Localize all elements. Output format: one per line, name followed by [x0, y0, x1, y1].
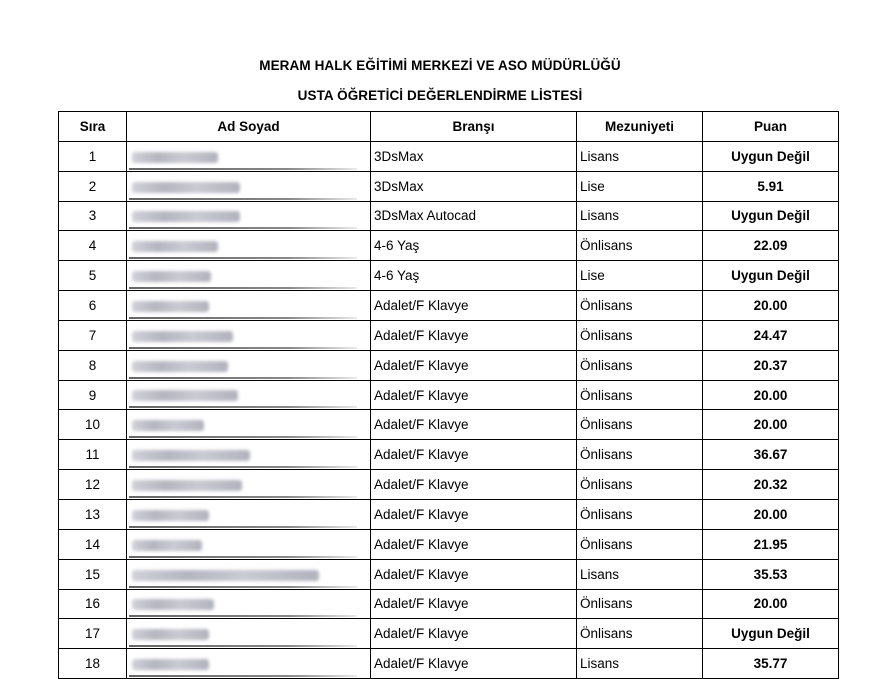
cell-ad-soyad-redacted — [127, 141, 371, 171]
cell-puan: 24.47 — [703, 320, 839, 350]
cell-bransi: Adalet/F Klavye — [371, 291, 577, 321]
cell-mezuniyeti: Önlisans — [577, 529, 703, 559]
table-row — [59, 649, 839, 679]
redaction-underline — [129, 615, 357, 617]
redaction-underline — [129, 675, 357, 677]
cell-mezuniyeti: Lisans — [577, 559, 703, 589]
cell-mezuniyeti: Lise — [577, 171, 703, 201]
cell-ad-soyad-redacted — [127, 589, 371, 619]
table-row — [59, 231, 839, 261]
cell-ad-soyad-redacted — [127, 410, 371, 440]
cell-sira: 8 — [59, 350, 127, 380]
cell-bransi: 3DsMax — [371, 141, 577, 171]
cell-bransi: Adalet/F Klavye — [371, 380, 577, 410]
cell-puan: 20.00 — [703, 499, 839, 529]
redacted-name — [132, 331, 233, 342]
cell-mezuniyeti: Önlisans — [577, 291, 703, 321]
redacted-name — [132, 182, 240, 193]
cell-mezuniyeti: Önlisans — [577, 619, 703, 649]
redaction-underline — [129, 496, 357, 498]
redaction-underline — [129, 347, 357, 349]
redaction-underline — [129, 406, 357, 408]
cell-sira: 2 — [59, 171, 127, 201]
cell-sira: 14 — [59, 529, 127, 559]
cell-bransi: Adalet/F Klavye — [371, 350, 577, 380]
cell-ad-soyad-redacted — [127, 559, 371, 589]
table-row — [59, 410, 839, 440]
redacted-name — [132, 361, 228, 372]
redacted-name — [132, 420, 204, 431]
cell-mezuniyeti: Lisans — [577, 649, 703, 679]
header-mezuniyeti: Mezuniyeti — [577, 112, 703, 142]
cell-sira: 6 — [59, 291, 127, 321]
cell-puan: Uygun Değil — [703, 619, 839, 649]
table-row — [59, 499, 839, 529]
table-row — [59, 171, 839, 201]
cell-sira: 15 — [59, 559, 127, 589]
cell-mezuniyeti: Önlisans — [577, 440, 703, 470]
cell-bransi: 4-6 Yaş — [371, 231, 577, 261]
cell-sira: 1 — [59, 141, 127, 171]
header-ad-soyad: Ad Soyad — [127, 112, 371, 142]
table-row — [59, 529, 839, 559]
table-row — [59, 141, 839, 171]
redacted-name — [132, 241, 218, 252]
table-row — [59, 201, 839, 231]
cell-puan: 20.00 — [703, 380, 839, 410]
redaction-underline — [129, 198, 357, 200]
cell-ad-soyad-redacted — [127, 440, 371, 470]
redaction-underline — [129, 317, 357, 319]
cell-ad-soyad-redacted — [127, 649, 371, 679]
cell-ad-soyad-redacted — [127, 499, 371, 529]
cell-mezuniyeti: Önlisans — [577, 589, 703, 619]
evaluation-table — [58, 111, 839, 679]
cell-sira: 17 — [59, 619, 127, 649]
cell-puan: 20.00 — [703, 410, 839, 440]
redaction-underline — [129, 436, 357, 438]
cell-ad-soyad-redacted — [127, 350, 371, 380]
cell-mezuniyeti: Önlisans — [577, 380, 703, 410]
cell-puan: 21.95 — [703, 529, 839, 559]
redaction-underline — [129, 556, 357, 558]
cell-sira: 13 — [59, 499, 127, 529]
cell-sira: 7 — [59, 320, 127, 350]
cell-ad-soyad-redacted — [127, 261, 371, 291]
cell-sira: 12 — [59, 470, 127, 500]
table-row — [59, 291, 839, 321]
redacted-name — [132, 271, 211, 282]
redacted-name — [132, 540, 202, 551]
cell-puan: Uygun Değil — [703, 141, 839, 171]
cell-mezuniyeti: Önlisans — [577, 410, 703, 440]
cell-puan: 5.91 — [703, 171, 839, 201]
cell-sira: 18 — [59, 649, 127, 679]
redaction-underline — [129, 377, 357, 379]
cell-ad-soyad-redacted — [127, 380, 371, 410]
cell-bransi: Adalet/F Klavye — [371, 649, 577, 679]
cell-bransi: 4-6 Yaş — [371, 261, 577, 291]
cell-mezuniyeti: Önlisans — [577, 499, 703, 529]
redaction-underline — [129, 526, 357, 528]
cell-ad-soyad-redacted — [127, 291, 371, 321]
table-row — [59, 261, 839, 291]
cell-ad-soyad-redacted — [127, 171, 371, 201]
cell-sira: 4 — [59, 231, 127, 261]
table-row — [59, 619, 839, 649]
cell-mezuniyeti: Lisans — [577, 201, 703, 231]
table-row — [59, 589, 839, 619]
cell-sira: 11 — [59, 440, 127, 470]
cell-mezuniyeti: Lise — [577, 261, 703, 291]
redaction-underline — [129, 257, 357, 259]
header-bransi: Branşı — [371, 112, 577, 142]
redacted-name — [132, 152, 218, 163]
table-header-row — [59, 112, 839, 142]
redacted-name — [132, 390, 238, 401]
redaction-underline — [129, 168, 357, 170]
redaction-underline — [129, 227, 357, 229]
cell-ad-soyad-redacted — [127, 201, 371, 231]
cell-mezuniyeti: Lisans — [577, 141, 703, 171]
cell-bransi: Adalet/F Klavye — [371, 410, 577, 440]
cell-mezuniyeti: Önlisans — [577, 231, 703, 261]
redacted-name — [132, 211, 240, 222]
cell-sira: 9 — [59, 380, 127, 410]
redacted-name — [132, 480, 242, 491]
header-sira: Sıra — [59, 112, 127, 142]
header-puan: Puan — [703, 112, 839, 142]
redacted-name — [132, 659, 209, 670]
cell-bransi: Adalet/F Klavye — [371, 499, 577, 529]
document-subtitle: USTA ÖĞRETİCİ DEĞERLENDİRME LİSTESİ — [297, 88, 583, 103]
cell-ad-soyad-redacted — [127, 529, 371, 559]
cell-puan: 20.00 — [703, 291, 839, 321]
cell-mezuniyeti: Önlisans — [577, 470, 703, 500]
redacted-name — [132, 629, 209, 640]
cell-bransi: Adalet/F Klavye — [371, 589, 577, 619]
cell-bransi: Adalet/F Klavye — [371, 529, 577, 559]
redaction-underline — [129, 586, 357, 588]
cell-puan: 22.09 — [703, 231, 839, 261]
redaction-underline — [129, 466, 357, 468]
cell-ad-soyad-redacted — [127, 231, 371, 261]
cell-puan: 20.37 — [703, 350, 839, 380]
cell-sira: 16 — [59, 589, 127, 619]
redacted-name — [132, 570, 319, 581]
cell-puan: 36.67 — [703, 440, 839, 470]
table-row — [59, 320, 839, 350]
cell-bransi: Adalet/F Klavye — [371, 559, 577, 589]
cell-bransi: Adalet/F Klavye — [371, 470, 577, 500]
cell-ad-soyad-redacted — [127, 320, 371, 350]
redacted-name — [132, 599, 214, 610]
cell-sira: 10 — [59, 410, 127, 440]
cell-bransi: Adalet/F Klavye — [371, 619, 577, 649]
cell-ad-soyad-redacted — [127, 619, 371, 649]
cell-bransi: 3DsMax — [371, 171, 577, 201]
cell-puan: 20.00 — [703, 589, 839, 619]
redaction-underline — [129, 645, 357, 647]
table-row — [59, 470, 839, 500]
cell-bransi: 3DsMax Autocad — [371, 201, 577, 231]
document-title: MERAM HALK EĞİTİMİ MERKEZİ VE ASO MÜDÜRLÜĞÜ — [259, 58, 621, 73]
redacted-name — [132, 301, 209, 312]
table-row — [59, 440, 839, 470]
table-row — [59, 350, 839, 380]
cell-mezuniyeti: Önlisans — [577, 320, 703, 350]
cell-mezuniyeti: Önlisans — [577, 350, 703, 380]
table-row — [59, 559, 839, 589]
cell-puan: Uygun Değil — [703, 261, 839, 291]
cell-bransi: Adalet/F Klavye — [371, 320, 577, 350]
cell-sira: 5 — [59, 261, 127, 291]
redacted-name — [132, 510, 209, 521]
redacted-name — [132, 450, 250, 461]
cell-puan: 35.77 — [703, 649, 839, 679]
cell-sira: 3 — [59, 201, 127, 231]
redaction-underline — [129, 287, 357, 289]
cell-bransi: Adalet/F Klavye — [371, 440, 577, 470]
cell-puan: 35.53 — [703, 559, 839, 589]
table-row — [59, 380, 839, 410]
cell-ad-soyad-redacted — [127, 470, 371, 500]
cell-puan: 20.32 — [703, 470, 839, 500]
cell-puan: Uygun Değil — [703, 201, 839, 231]
